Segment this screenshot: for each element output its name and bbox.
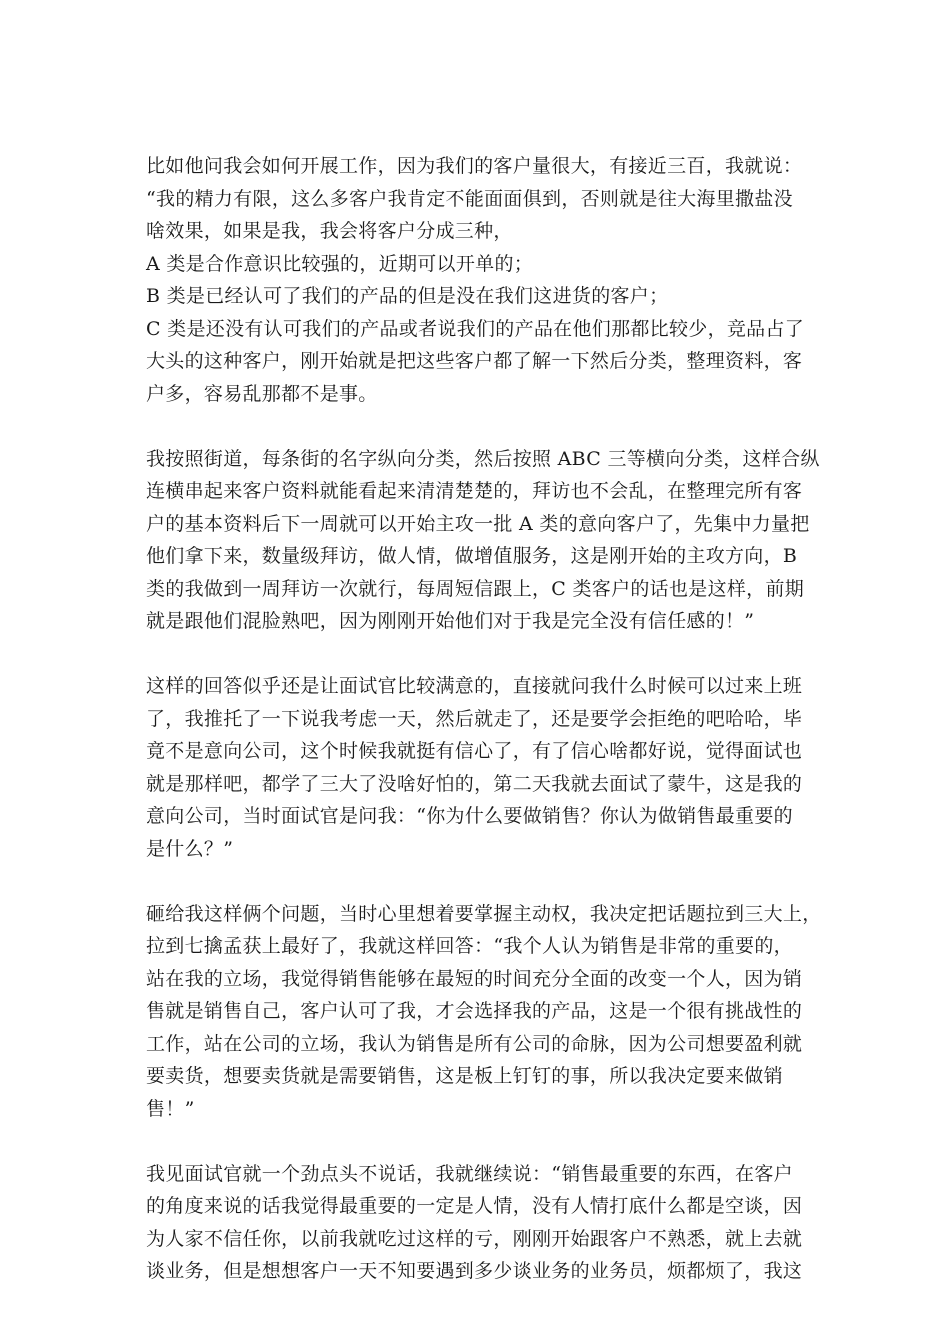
paragraph-spacer [146,410,806,443]
text-line: 啥效果，如果是我，我会将客户分成三种， [146,220,513,242]
paragraph-5 [146,1158,806,1288]
text-line: 他们拿下来，数量级拜访，做人情，做增值服务，这是刚开始的主攻方向，B [146,545,798,567]
paragraph-3 [146,670,806,865]
text-line: 为人家不信任你，以前我就吃过这样的亏，刚刚开始跟客户不熟悉，就上去就 [146,1227,803,1250]
text-line: 就是跟他们混脸熟吧，因为刚刚开始他们对于我是完全没有信任感的！” [146,610,755,632]
text-line: 户的基本资料后下一周就可以开始主攻一批 A 类的意向客户了，先集中力量把 [146,512,810,535]
text-line: 这样的回答似乎还是让面试官比较满意的，直接就问我什么时候可以过来上班 [146,675,803,697]
text-line: 我见面试官就一个劲点头不说话，我就继续说：“销售最重要的东西，在客户 [146,1162,793,1185]
text-line: 连横串起来客户资料就能看起来清清楚楚的，拜访也不会乱，在整理完所有客 [146,480,803,502]
text-line: 是什么？” [146,837,234,860]
paragraph-4 [146,898,822,1126]
text-line: 砸给我这样俩个问题，当时心里想着要掌握主动权，我决定把话题拉到三大上， [146,902,822,925]
text-line: C 类是还没有认可我们的产品或者说我们的产品在他们那都比较少，竞品占了 [146,317,805,340]
paragraph-2 [146,443,820,638]
text-line: 意向公司，当时面试官是问我：“你为什么要做销售？你认为做销售最重要的 [146,805,793,827]
document-body [146,150,822,1288]
text-line: 户多，容易乱那都不是事。 [146,382,378,405]
text-line: 竟不是意向公司，这个时候我就挺有信心了，有了信心啥都好说，觉得面试也 [146,740,803,762]
text-line: 我按照街道，每条街的名字纵向分类，然后按照 ABC 三等横向分类，这样合纵 [146,447,820,470]
text-line: 工作，站在公司的立场，我认为销售是所有公司的命脉，因为公司想要盈利就 [146,1032,803,1055]
text-line: A 类是合作意识比较强的，近期可以开单的； [146,252,534,275]
paragraph-spacer [146,638,806,671]
text-line: 售就是销售自己，客户认可了我，才会选择我的产品，这是一个很有挑战性的 [146,1000,803,1022]
text-line: “我的精力有限，这么多客户我肯定不能面面俱到，否则就是往大海里撒盐没 [146,187,793,210]
text-line: 谈业务，但是想想客户一天不知要遇到多少谈业务的业务员，烦都烦了，我这 [146,1260,803,1282]
text-line: 售！” [146,1097,195,1120]
text-line: 拉到七擒孟获上最好了，我就这样回答：“我个人认为销售是非常的重要的， [146,935,793,957]
paragraph-1 [146,150,806,410]
text-line: 站在我的立场，我觉得销售能够在最短的时间充分全面的改变一个人，因为销 [146,967,803,990]
text-line: 要卖货，想要卖货就是需要销售，这是板上钉钉的事，所以我决定要来做销 [146,1065,783,1087]
text-line: 类的我做到一周拜访一次就行，每周短信跟上，C 类客户的话也是这样，前期 [146,577,805,600]
paragraph-spacer [146,1125,806,1158]
text-line: 就是那样吧，都学了三大了没啥好怕的，第二天我就去面试了蒙牛，这是我的 [146,772,803,795]
text-line: 大头的这种客户，刚开始就是把这些客户都了解一下然后分类，整理资料，客 [146,350,803,372]
text-line: B 类是已经认可了我们的产品的但是没在我们这进货的客户； [146,285,669,307]
text-line: 比如他问我会如何开展工作，因为我们的客户量很大，有接近三百，我就说： [146,155,803,177]
paragraph-spacer [146,865,806,898]
text-line: 了，我推托了一下说我考虑一天，然后就走了，还是要学会拒绝的吧哈哈，毕 [146,707,803,730]
text-line: 的角度来说的话我觉得最重要的一定是人情，没有人情打底什么都是空谈，因 [146,1195,803,1217]
